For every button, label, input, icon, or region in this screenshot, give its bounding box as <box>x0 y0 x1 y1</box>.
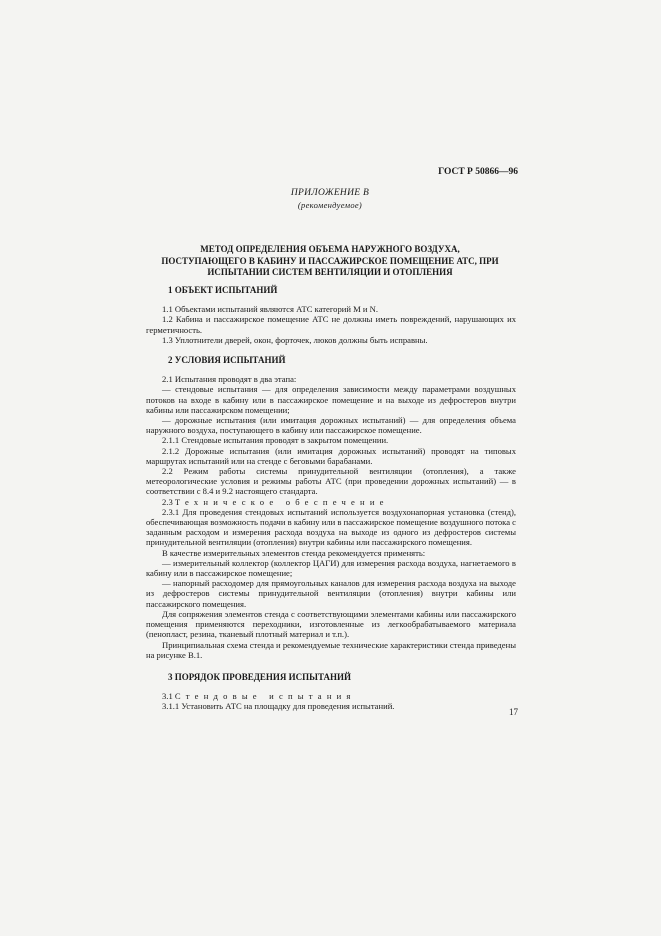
appendix-subtitle: (рекомендуемое) <box>297 200 363 210</box>
paragraph: В качестве измерительных элементов стенда рекомендуется применять: <box>162 547 426 558</box>
paragraph: 1.2 Кабина и пассажирское помещение АТС не должны иметь повреждений, нарушающих их герметичность. <box>146 314 516 335</box>
paragraph: 2.1 Испытания проводят в два этапа: <box>162 374 297 385</box>
title-line-3: ИСПЫТАНИИ СИСТЕМ ВЕНТИЛЯЦИИ И ОТОПЛЕНИЯ <box>207 267 453 277</box>
paragraph <box>146 497 516 507</box>
paragraph: 2.1.1 Стендовые испытания проводят в закрытом помещении. <box>162 435 389 446</box>
title-line-1: МЕТОД ОПРЕДЕЛЕНИЯ ОБЪЕМА НАРУЖНОГО ВОЗДУХА, <box>200 244 460 254</box>
paragraph: 1.3 Уплотнители дверей, окон, форточек, люков должны быть исправны. <box>162 334 428 345</box>
standard-header: ГОСТ Р 50866—96 <box>438 167 518 177</box>
paragraph: — стендовые испытания — для определения зависимости между параметрами воздушных потоков на входе в кабину или в пассажирское помещение и на выходе из дефростеров внутри кабины или пассажирском помещении; <box>146 384 516 415</box>
paragraph: 2.1.2 Дорожные испытания (или имитация дорожных испытаний) проводят на типовых маршрутах испытаний или на стенде с беговыми барабанами. <box>146 445 516 466</box>
appendix-block <box>130 188 530 210</box>
paragraph: — дорожные испытания (или имитация дорожных испытаний) — для определения объема наружного воздуха, поступающего в кабину или пассажирское помещение. <box>146 415 516 436</box>
clause-number: 3.1 <box>162 691 173 702</box>
spaced-label: Техническое обеспечение <box>174 496 389 507</box>
paragraph: 2.2 Режим работы системы принудительной вентиляции (отопления), а также метеорологические условия и режимы работы АТС (при проведении дорожных испытаний) — в соответствии с 8.4 и 9.2 настоящего стандарта. <box>146 466 516 497</box>
spaced-label: Стендовые испытания <box>174 691 356 702</box>
paragraph: 1.1 Объектами испытаний являются АТС категорий M и N. <box>162 304 378 315</box>
paragraph <box>146 691 516 701</box>
paragraph: — измерительный коллектор (коллектор ЦАГИ) для измерения расхода воздуха, нагнетаемого в кабину или в пассажирское помещение; <box>146 557 516 579</box>
clause-number: 2.3 <box>162 496 173 507</box>
title-line-2: ПОСТУПАЮЩЕГО В КАБИНУ И ПАССАЖИРСКОЕ ПОМЕЩЕНИЕ АТС, ПРИ <box>161 255 499 266</box>
paragraph: 2.3.1 Для проведения стендовых испытаний используется воздухонапорная установка (стенд), обеспечивающая возможность подачи в кабину или в пассажирское помещение воздушного потока с заданным расходом и измерения расхода воздуха на выходе из одного из дефростеров системы принудительной вентиляции (отопления) внутри кабины или пассажирского помещения. <box>146 506 516 548</box>
appendix-title: ПРИЛОЖЕНИЕ В <box>290 188 370 198</box>
section-1-heading: 1 ОБЪЕКТ ИСПЫТАНИЙ <box>168 285 278 295</box>
paragraph: 3.1.1 Установить АТС на площадку для проведения испытаний. <box>162 701 395 712</box>
page-number: 17 <box>509 707 518 717</box>
document-body <box>146 285 516 712</box>
section-2-heading: 2 УСЛОВИЯ ИСПЫТАНИЙ <box>168 355 286 366</box>
section-3-heading: 3 ПОРЯДОК ПРОВЕДЕНИЯ ИСПЫТАНИЙ <box>168 671 352 682</box>
paragraph: — напорный расходомер для прямоугольных каналов для измерения расхода воздуха на выходе из дефростеров системы принудительной вентиляции (отопления) внутри кабины или пассажирского помещения. <box>146 578 516 609</box>
paragraph: Для сопряжения элементов стенда с соответствующими элементами кабины или пассажирского помещения применяются переходники, изготовленные из легкообрабатываемого материала (пенопласт, резина, тканевый плотный материал и т.п.). <box>146 608 516 640</box>
document-title <box>130 244 530 279</box>
paragraph: Принципиальная схема стенда и рекомендуемые технические характеристики стенда приведены на рисунке В.1. <box>146 639 516 660</box>
